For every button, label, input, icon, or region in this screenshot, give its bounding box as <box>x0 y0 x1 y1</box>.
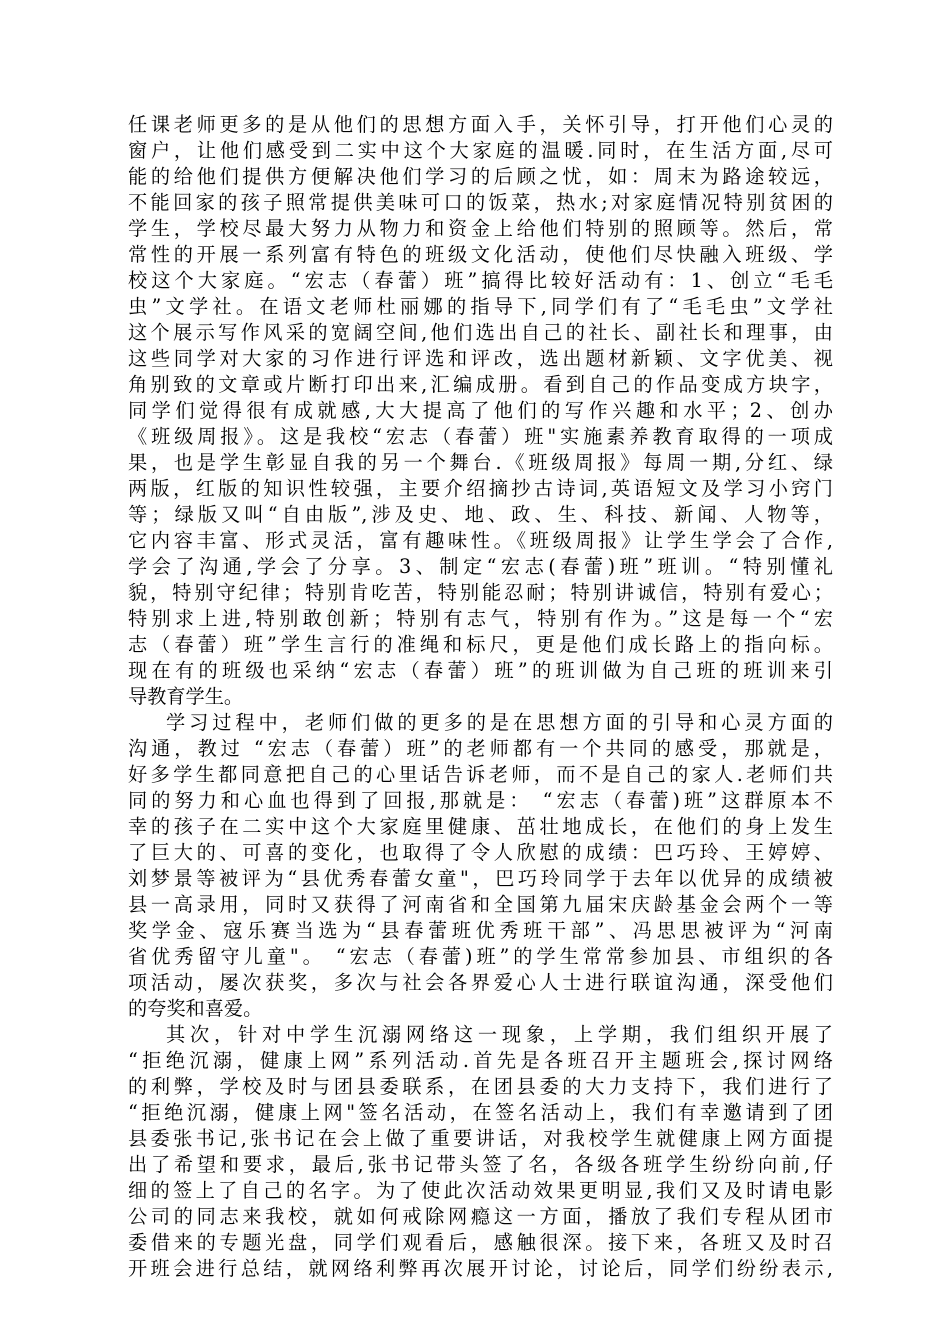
text-line: 的利弊，学校及时与团县委联系，在团县委的大力支持下，我们进行了 <box>128 1075 833 1098</box>
text-line: 特别求上进,特别敢创新；特别有志气，特别有作为。”这是每一个“宏 <box>128 607 833 630</box>
text-line: 现在有的班级也采纳“宏志（春蕾）班”的班训做为自己班的班训来引 <box>128 659 833 682</box>
text-line: 开班会进行总结，就网络利弊再次展开讨论，讨论后，同学们纷纷表示, <box>128 1257 833 1280</box>
text-line: 任课老师更多的是从他们的思想方面入手，关怀引导，打开他们心灵的 <box>128 113 833 136</box>
text-line: 常性的开展一系列富有特色的班级文化活动，使他们尽快融入班级、学 <box>128 243 833 266</box>
paragraph-start-line: 学习过程中，老师们做的更多的是在思想方面的引导和心灵方面的 <box>166 711 833 734</box>
text-line: 果，也是学生彰显自我的另一个舞台.《班级周报》每周一期,分红、绿 <box>128 451 833 474</box>
text-line: 沟通，教过 “宏志（春蕾）班”的老师都有一个共同的感受，那就是， <box>128 737 833 760</box>
text-line: 这些同学对大家的习作进行评选和评改，选出题材新颖、文字优美、视 <box>128 347 833 370</box>
text-line: 同学们觉得很有成就感,大大提高了他们的写作兴趣和水平；2、创办 <box>128 399 833 422</box>
text-line: 公司的同志来我校，就如何戒除网瘾这一方面，播放了我们专程从团市 <box>128 1205 833 1228</box>
text-line: 项活动，屡次获奖，多次与社会各界爱心人士进行联谊沟通，深受他们 <box>128 971 833 994</box>
text-line: 奖学金、寇乐赛当选为“县春蕾班优秀班干部”、冯思思被评为“河南 <box>128 919 833 942</box>
text-line: 角别致的文章或片断打印出来,汇编成册。看到自己的作品变成方块字， <box>128 373 833 396</box>
text-line: 两版，红版的知识性较强，主要介绍摘抄古诗词,英语短文及学习小窍门 <box>128 477 833 500</box>
body-text <box>128 112 833 1282</box>
text-line: 能的给他们提供方便解决他们学习的后顾之忧，如：周末为路途较远， <box>128 165 833 188</box>
text-line: 省优秀留守儿童"。 “宏志（春蕾)班”的学生常常参加县、市组织的各 <box>128 945 833 968</box>
text-line: 刘梦景等被评为“县优秀春蕾女童"，巴巧玲同学于去年以优异的成绩被 <box>128 867 833 890</box>
text-line: 同的努力和心血也得到了回报,那就是： “宏志（春蕾)班”这群原本不 <box>128 789 833 812</box>
text-line: 县一高录用，同时又获得了河南省和全国第九届宋庆龄基金会两个一等 <box>128 893 833 916</box>
paragraph-end-line: 的夸奖和喜爱。 <box>128 997 263 1020</box>
text-line: “拒绝沉溺，健康上网"签名活动，在签名活动上，我们有幸邀请到了团 <box>128 1101 833 1124</box>
text-line: 细的签上了自己的名字。为了使此次活动效果更明显,我们又及时请电影 <box>128 1179 833 1202</box>
text-line: 出了希望和要求，最后,张书记带头签了名，各级各班学生纷纷向前,仔 <box>128 1153 833 1176</box>
text-line: 不能回家的孩子照常提供美味可口的饭菜，热水;对家庭情况特别贫困的 <box>128 191 833 214</box>
text-line: 校这个大家庭。“宏志（春蕾）班”搞得比较好活动有：1、创立“毛毛 <box>128 269 833 292</box>
text-line: 貌，特别守纪律；特别肯吃苦，特别能忍耐；特别讲诚信，特别有爱心； <box>128 581 833 604</box>
text-line: “拒绝沉溺，健康上网”系列活动.首先是各班召开主题班会,探讨网络 <box>128 1049 833 1072</box>
text-line: 《班级周报》。这是我校“宏志（春蕾）班"实施素养教育取得的一项成 <box>128 425 833 448</box>
text-line: 这个展示写作风采的宽阔空间,他们选出自己的社长、副社长和理事，由 <box>128 321 833 344</box>
text-line: 它内容丰富、形式灵活，富有趣味性。《班级周报》让学生学会了合作, <box>128 529 833 552</box>
text-line: 幸的孩子在二实中这个大家庭里健康、茁壮地成长，在他们的身上发生 <box>128 815 833 838</box>
paragraph-end-line: 导教育学生。 <box>128 685 244 708</box>
text-line: 窗户，让他们感受到二实中这个大家庭的温暖.同时，在生活方面,尽可 <box>128 139 833 162</box>
text-line: 学会了沟通,学会了分享。3、制定“宏志(春蕾)班”班训。“特别懂礼 <box>128 555 833 578</box>
text-line: 虫”文学社。在语文老师杜丽娜的指导下,同学们有了“毛毛虫”文学社 <box>128 295 833 318</box>
text-line: 等；绿版又叫“自由版”,涉及史、地、政、生、科技、新闻、人物等， <box>128 503 833 526</box>
text-line: 志（春蕾）班”学生言行的准绳和标尺，更是他们成长路上的指向标。 <box>128 633 833 656</box>
text-line: 了巨大的、可喜的变化，也取得了令人欣慰的成绩：巴巧玲、王婷婷、 <box>128 841 833 864</box>
text-line: 县委张书记,张书记在会上做了重要讲话，对我校学生就健康上网方面提 <box>128 1127 833 1150</box>
text-line: 委借来的专题光盘，同学们观看后，感触很深。接下来，各班又及时召 <box>128 1231 833 1254</box>
text-line: 学生，学校尽最大努力从物力和资金上给他们特别的照顾等。然后，常 <box>128 217 833 240</box>
text-line: 好多学生都同意把自己的心里话告诉老师，而不是自己的家人.老师们共 <box>128 763 833 786</box>
paragraph-start-line: 其次，针对中学生沉溺网络这一现象，上学期，我们组织开展了 <box>166 1023 833 1046</box>
